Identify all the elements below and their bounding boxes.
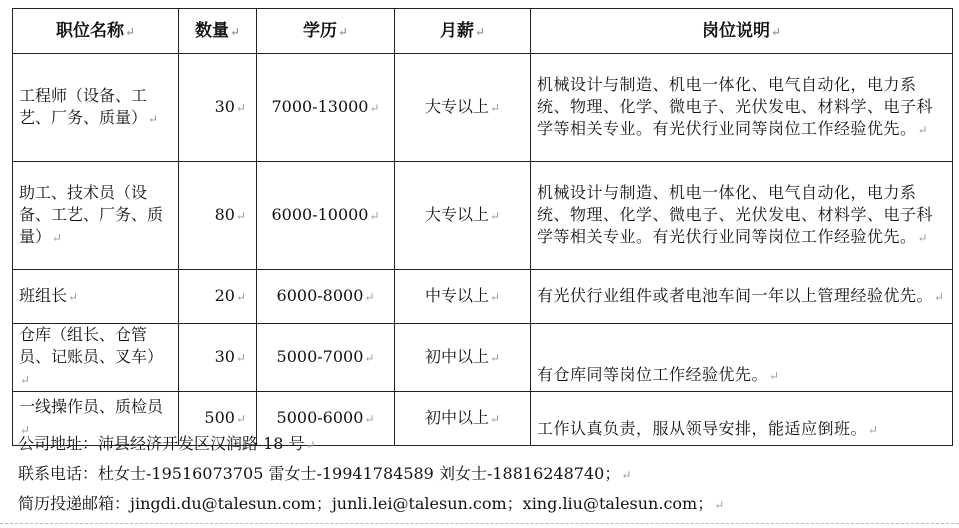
cell-description: 机械设计与制造、机电一体化、电气自动化，电力系统、物理、化学、微电子、光伏发电、材料学、电子科学等相关专业。有光伏行业同等岗位工作经验优先。↵ — [531, 162, 953, 270]
table-row — [13, 270, 953, 324]
cell-salary: 6000-10000↵ — [257, 162, 395, 270]
cell-count: 30↵ — [179, 54, 257, 162]
table-row — [13, 162, 953, 270]
cell-education: 大专以上↵ — [395, 54, 531, 162]
cell-education: 大专以上↵ — [395, 162, 531, 270]
cell-position: 班组长↵ — [13, 270, 179, 324]
cell-education: 初中以上↵ — [395, 324, 531, 392]
cell-description: 有光伏行业组件或者电池车间一年以上管理经验优先。↵ — [531, 270, 953, 324]
table-header-row — [13, 9, 953, 54]
contact-phones: 联系电话：杜女士-19516073705 雷女士-19941784589 刘女士-18816248740；↵ — [18, 464, 632, 483]
header-salary: 学历↵ — [257, 9, 395, 54]
cell-description: 有仓库同等岗位工作经验优先。↵ — [531, 324, 953, 392]
cell-salary: 5000-7000↵ — [257, 324, 395, 392]
resume-emails: 简历投递邮箱：jingdi.du@talesun.com；junli.lei@talesun.com；xing.liu@talesun.com；↵ — [18, 494, 725, 513]
page-boundary-line — [0, 523, 959, 524]
cell-count: 20↵ — [179, 270, 257, 324]
header-count: 数量↵ — [179, 9, 257, 54]
table-row — [13, 324, 953, 392]
cell-count: 500↵ — [179, 392, 257, 446]
header-description: 岗位说明↵ — [531, 9, 953, 54]
cell-count: 80↵ — [179, 162, 257, 270]
header-position: 职位名称↵ — [13, 9, 179, 54]
cell-position: 助工、技术员（设备、工艺、厂务、质量）↵ — [13, 162, 179, 270]
cell-position: 仓库（组长、仓管员、记账员、叉车）↵ — [13, 324, 179, 392]
cell-description: 工作认真负责，服从领导安排，能适应倒班。↵ — [531, 392, 953, 446]
company-address: 公司地址：沛县经济开发区汉润路 18 号↵ — [18, 434, 316, 453]
cell-salary: 7000-13000↵ — [257, 54, 395, 162]
cell-description: 机械设计与制造、机电一体化、电气自动化，电力系统、物理、化学、微电子、光伏发电、材料学、电子科学等相关专业。有光伏行业同等岗位工作经验优先。↵ — [531, 54, 953, 162]
header-education: 月薪↵ — [395, 9, 531, 54]
cell-education: 初中以上↵ — [395, 392, 531, 446]
cell-education: 中专以上↵ — [395, 270, 531, 324]
cell-salary: 6000-8000↵ — [257, 270, 395, 324]
table-row — [13, 54, 953, 162]
cell-salary: 5000-6000↵ — [257, 392, 395, 446]
cell-position: 一线操作员、质检员↵ — [13, 392, 179, 446]
job-table — [12, 8, 953, 446]
cell-count: 30↵ — [179, 324, 257, 392]
cell-position: 工程师（设备、工艺、厂务、质量）↵ — [13, 54, 179, 162]
